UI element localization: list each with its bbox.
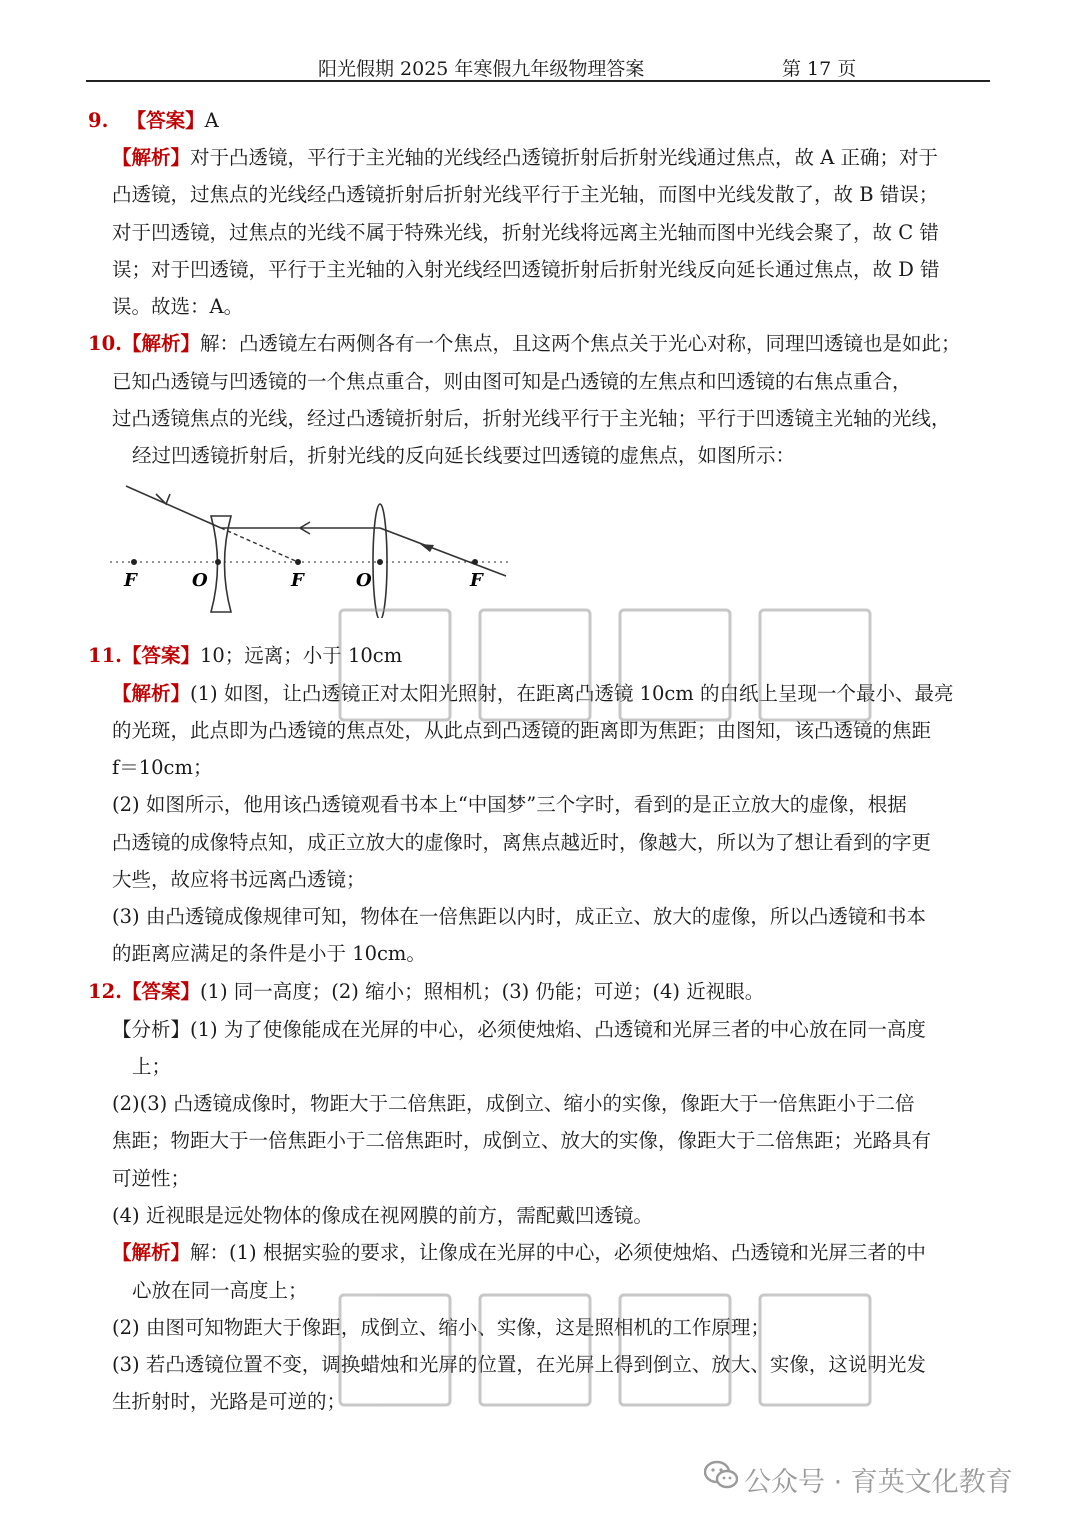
virtual-extension bbox=[221, 528, 298, 562]
q12-number: 12. bbox=[88, 980, 122, 1003]
q11-text-line: (3) 由凸透镜成像规律可知，物体在一倍焦距以内时，成正立、放大的虚像，所以凸透镜和书本 bbox=[112, 905, 926, 928]
focus-point bbox=[472, 559, 478, 565]
label-o-concave: O bbox=[192, 570, 208, 591]
q11-text-line: f＝10cm； bbox=[112, 756, 213, 779]
q12-fenxi-tag: 【分析】 bbox=[112, 1018, 191, 1041]
incident-ray bbox=[380, 528, 506, 576]
focus-point bbox=[295, 559, 301, 565]
wechat-icon bbox=[704, 1460, 738, 1490]
optical-center bbox=[215, 559, 221, 565]
header-page-number: 第 17 页 bbox=[782, 58, 857, 80]
q11-answer: 10；远离；小于 10cm bbox=[199, 644, 403, 667]
q11-analysis-tag: 【解析】 bbox=[112, 682, 191, 705]
ray-arrow bbox=[420, 544, 434, 552]
focus-point bbox=[131, 559, 137, 565]
q10-line-1 bbox=[88, 331, 960, 357]
q10-text-line: 经过凹透镜折射后，折射光线的反向延长线要过凹透镜的虚焦点，如图所示： bbox=[132, 444, 796, 467]
q12-text-line: (2) 由图可知物距大于像距，成倒立、缩小、实像，这是照相机的工作原理； bbox=[112, 1316, 770, 1339]
q12-answer-line bbox=[88, 979, 764, 1005]
q12-text-line: (3) 若凸透镜位置不变，调换蜡烛和光屏的位置，在光屏上得到倒立、放大、实像，这说明光发 bbox=[112, 1353, 926, 1376]
footer-watermark bbox=[704, 1456, 1044, 1498]
q12-fenxi-line-1 bbox=[112, 1017, 926, 1043]
lens-ray-diagram bbox=[108, 478, 518, 618]
q11-text-line: 凸透镜的成像特点知，成正立放大的虚像时，离焦点越近时，像越大，所以为了想让看到的字更 bbox=[112, 831, 932, 854]
label-o-convex: O bbox=[356, 570, 372, 591]
q12-answer-tag: 【答案】 bbox=[121, 980, 200, 1003]
q11-number: 11. bbox=[88, 644, 122, 667]
footer-text: 公众号 · 育英文化教育 bbox=[744, 1467, 1013, 1498]
q12-text: 解：(1) 根据实验的要求，让像成在光屏的中心，必须使烛焰、凸透镜和光屏三者的中 bbox=[190, 1241, 926, 1264]
q9-answer-tag: 【答案】 bbox=[126, 109, 205, 132]
q11-text-line: 大些，故应将书远离凸透镜； bbox=[112, 868, 366, 891]
q12-analysis-tag: 【解析】 bbox=[112, 1241, 191, 1264]
q12-text-line: (4) 近视眼是远处物体的像成在视网膜的前方，需配戴凹透镜。 bbox=[112, 1204, 653, 1227]
q9-answer-line bbox=[88, 108, 219, 134]
watermark-graphic bbox=[330, 1275, 890, 1415]
q11-text-line: (2) 如图所示，他用该凸透镜观看书本上“中国梦”三个字时，看到的是正立放大的虚像，根据 bbox=[112, 793, 907, 816]
q9-analysis-line-1 bbox=[112, 145, 938, 171]
q11-text-line: 的距离应满足的条件是小于 10cm。 bbox=[112, 942, 426, 965]
q12-text-line: 可逆性； bbox=[112, 1167, 191, 1190]
q12-text: (1) 为了使像能成在光屏的中心，必须使烛焰、凸透镜和光屏三者的中心放在同一高度 bbox=[190, 1018, 926, 1041]
q9-text-line: 凸透镜，过焦点的光线经凸透镜折射后折射光线平行于主光轴，而图中光线发散了，故 B 错误； bbox=[112, 183, 939, 206]
header-title: 阳光假期 2025 年寒假九年级物理答案 bbox=[318, 58, 645, 80]
q10-text-line: 已知凸透镜与凹透镜的一个焦点重合，则由图可知是凸透镜的左焦点和凹透镜的右焦点重合， bbox=[112, 370, 912, 393]
optical-center bbox=[377, 559, 383, 565]
q10-analysis-tag: 【解析】 bbox=[121, 332, 200, 355]
q9-analysis-tag: 【解析】 bbox=[112, 146, 191, 169]
q12-text-line: (2)(3) 凸透镜成像时，物距大于二倍焦距，成倒立、缩小的实像，像距大于一倍焦距小于二倍 bbox=[112, 1092, 915, 1115]
q11-text: (1) 如图，让凸透镜正对太阳光照射，在距离凸透镜 10cm 的白纸上呈现一个最小、最亮 bbox=[190, 682, 954, 705]
q12-text-line: 生折射时，光路是可逆的； bbox=[112, 1390, 347, 1413]
q11-text-line: 的光斑，此点即为凸透镜的焦点处，从此点到凸透镜的距离即为焦距；由图知，该凸透镜的焦距 bbox=[112, 719, 932, 742]
q12-analysis-line-1 bbox=[112, 1240, 926, 1266]
q9-text-line: 误。故选：A。 bbox=[112, 295, 244, 318]
q12-answer: (1) 同一高度；(2) 缩小；照相机；(3) 仍能；可逆；(4) 近视眼。 bbox=[199, 980, 765, 1003]
q9-text-line: 误；对于凹透镜，平行于主光轴的入射光线经凹透镜折射后折射光线反向延长通过焦点，故 D 错 bbox=[112, 258, 940, 281]
q9-text-line: 对于凹透镜，过焦点的光线不属于特殊光线，折射光线将远离主光轴而图中光线会聚了，故 C 错 bbox=[112, 221, 939, 244]
q12-text-line: 焦距；物距大于一倍焦距小于二倍焦距时，成倒立、放大的实像，像距大于二倍焦距；光路具有 bbox=[112, 1129, 932, 1152]
q9-text: 对于凸透镜，平行于主光轴的光线经凸透镜折射后折射光线通过焦点，故 A 正确；对于 bbox=[190, 146, 938, 169]
refracted-ray bbox=[126, 486, 221, 528]
q11-answer-line bbox=[88, 643, 402, 669]
q10-number: 10. bbox=[88, 332, 122, 355]
q10-text: 解：凸透镜左右两侧各有一个焦点，且这两个焦点关于光心对称，同理凹透镜也是如此； bbox=[199, 332, 961, 355]
q12-text-line: 上； bbox=[132, 1055, 172, 1078]
q9-number: 9. bbox=[88, 109, 109, 132]
q11-answer-tag: 【答案】 bbox=[121, 644, 200, 667]
q12-text-line: 心放在同一高度上； bbox=[132, 1279, 308, 1302]
label-f-right: F bbox=[470, 570, 483, 591]
label-f-left: F bbox=[124, 570, 137, 591]
q9-answer: A bbox=[204, 109, 219, 132]
q11-analysis-line-1 bbox=[112, 681, 953, 707]
q10-text-line: 过凸透镜焦点的光线，经过凸透镜折射后，折射光线平行于主光轴；平行于凹透镜主光轴的光线， bbox=[112, 407, 951, 430]
page-header bbox=[86, 50, 990, 82]
label-f-middle: F bbox=[291, 570, 304, 591]
